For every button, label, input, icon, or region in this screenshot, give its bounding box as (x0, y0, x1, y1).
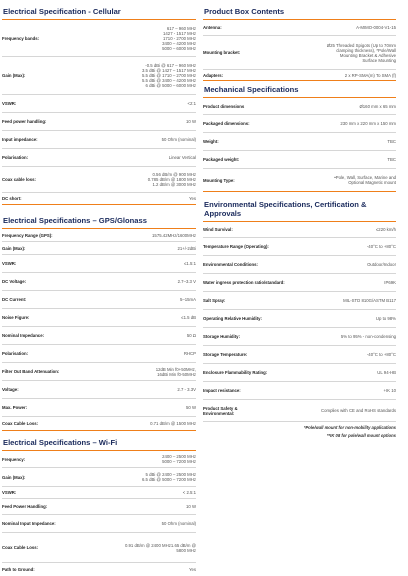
cellular-section-title: Electrical Specification - Cellular (2, 0, 196, 20)
spec-row: Gain (Max): 21+/-2dBi (2, 242, 196, 255)
spec-row: Storage Humidity: 5% to 95% - non-condensing (203, 328, 396, 346)
spec-row: Max. Power: 50 W (2, 399, 196, 417)
mech-section-title: Mechanical Specifications (203, 81, 396, 98)
spec-row: Wind Survival: ≤220 km/h (203, 222, 396, 238)
spec-row: Operating Relative Humidity: Up to 98% (203, 310, 396, 328)
spec-row: VSWR: ≤1.5:1 (2, 255, 196, 273)
spec-row: Packaged dimensions: 230 mm x 220 mm x 150 mm (203, 115, 396, 133)
spec-row: DC short: Yes (2, 193, 196, 205)
spec-row: Path to Ground: Yes (2, 567, 196, 572)
right-column (203, 0, 396, 440)
spec-row: Weight: TBC (203, 133, 396, 151)
spec-row: Polarisation: Linear Vertical (2, 149, 196, 167)
spec-row: Voltage: 2.7 - 3.3V (2, 381, 196, 399)
spec-row: Product dimensions Ø160 mm x 65 mm (203, 98, 396, 115)
wifi-section-title: Electrical Specifications – Wi-Fi (2, 431, 196, 451)
spec-row: Coax cable loss: 0.56 dB/m @ 900 MHz 0.785 dB/m @ 1800 MHz 1.2 dB/m @ 3000 MHz (2, 167, 196, 193)
box-section-title: Product Box Contents (203, 0, 396, 20)
left-column (2, 0, 196, 576)
env-section-title: Environmental Specifications, Certification & Approvals (203, 192, 396, 222)
spec-row: DC Current: 5–15mA (2, 291, 196, 309)
footnotes (203, 422, 396, 440)
spec-row: Polarisation: RHCP (2, 345, 196, 363)
spec-row: Packaged weight: TBC (203, 151, 396, 169)
spec-row: Water ingress protection ratio/standard: IP69K (203, 274, 396, 292)
spec-row: Coax Cable Loss: 0.91 dB/m @ 2400 MHz1.65 dB/m @ 5800 MHz (2, 533, 196, 563)
spec-row: Gain (Max): -0.5 dBi @ 617 – 960 MHz 3.5 dBi @ 1427 – 1517 MHz 5.5 dBi @ 1710 – 2700 MHz 5.5 dBi @ 3400 – 4200 MHz 6 dBi @ 5000 – 6000 MHz (2, 57, 196, 95)
gps-section-title: Electrical Specifications – GPS/Glonass (2, 205, 196, 229)
spec-row: Environmental Conditions: Outdoor/Indoor (203, 256, 396, 274)
spec-row: Adapters: 2 x RP-SMA(m) To SMA (f) (203, 70, 396, 81)
spec-row: Gain (Max): 5 dBi @ 2400 – 2500 MHz 6.5 dBi @ 5000 – 7200 MHz (2, 468, 196, 487)
spec-row: Frequency Range (GPS): 1575.42MHz/1600MHz (2, 229, 196, 242)
spec-row: Noise Figure: ≤1.5 dB (2, 309, 196, 327)
spec-row: Storage Temperature: -40°C to +80°C (203, 346, 396, 364)
spec-row: Frequency: 2400 – 2500 MHz 5000 – 7200 MHz (2, 451, 196, 468)
spec-row: Frequency bands: 617 – 960 MHz 1427 - 1517 MHz 1710 - 2700 MHz 3400 – 4200 MHz 5000 – 6000 MHz (2, 20, 196, 57)
spec-row: Filter Out Band Attenuation: 12dB Min f0+50MHz, 16dBi Min f0-50MHz (2, 363, 196, 381)
spec-row: Impact resistance: +IK 10 (203, 382, 396, 400)
spec-row: Nominal Impedance: 50 Ω (2, 327, 196, 345)
spec-row: Product Safety & Environmental: Complies with CE and RoHS standards (203, 400, 396, 422)
spec-row: Mounting Type: •Pole, Wall, Surface, Marine and Optional Magnetic mount (203, 169, 396, 192)
spec-row: Antenna: A-MIMO-0004-V1-15 (203, 20, 396, 36)
spec-row: Temperature Range (Operating): -40°C to +80°C (203, 238, 396, 256)
spec-row: VSWR: < 2.5:1 (2, 487, 196, 499)
footnote: **IK 08 for pole/wall mount options (326, 433, 396, 438)
spec-row: VSWR: <2:1 (2, 95, 196, 113)
spec-row: Input impedance: 50 Ohm (nominal) (2, 131, 196, 149)
spec-row: Salt Spray: MIL-STD 810G/ASTM B117 (203, 292, 396, 310)
spec-row: Feed Power Handling: 10 W (2, 499, 196, 515)
spec-row: Enclosure Flammability Rating: UL 94-HB (203, 364, 396, 382)
footnote: *Pole/wall mount for non-mobility applications (303, 425, 396, 430)
spec-row: Coax Cable Loss: 0.71 dB/m @ 1500 MHz (2, 417, 196, 431)
spec-row: Feed power handling: 10 W (2, 113, 196, 131)
spec-row: DC Voltage: 2.7–3.3 V (2, 273, 196, 291)
spec-row: Mounting bracket: Ø25 Threaded Spigots (Up to 70mm clamping thickness), *Pole/Wall Mounting Bracket & Adhesive Surface Mounting (203, 36, 396, 70)
spec-row: Nominal Input Impedance: 50 Ohm (nominal) (2, 515, 196, 533)
